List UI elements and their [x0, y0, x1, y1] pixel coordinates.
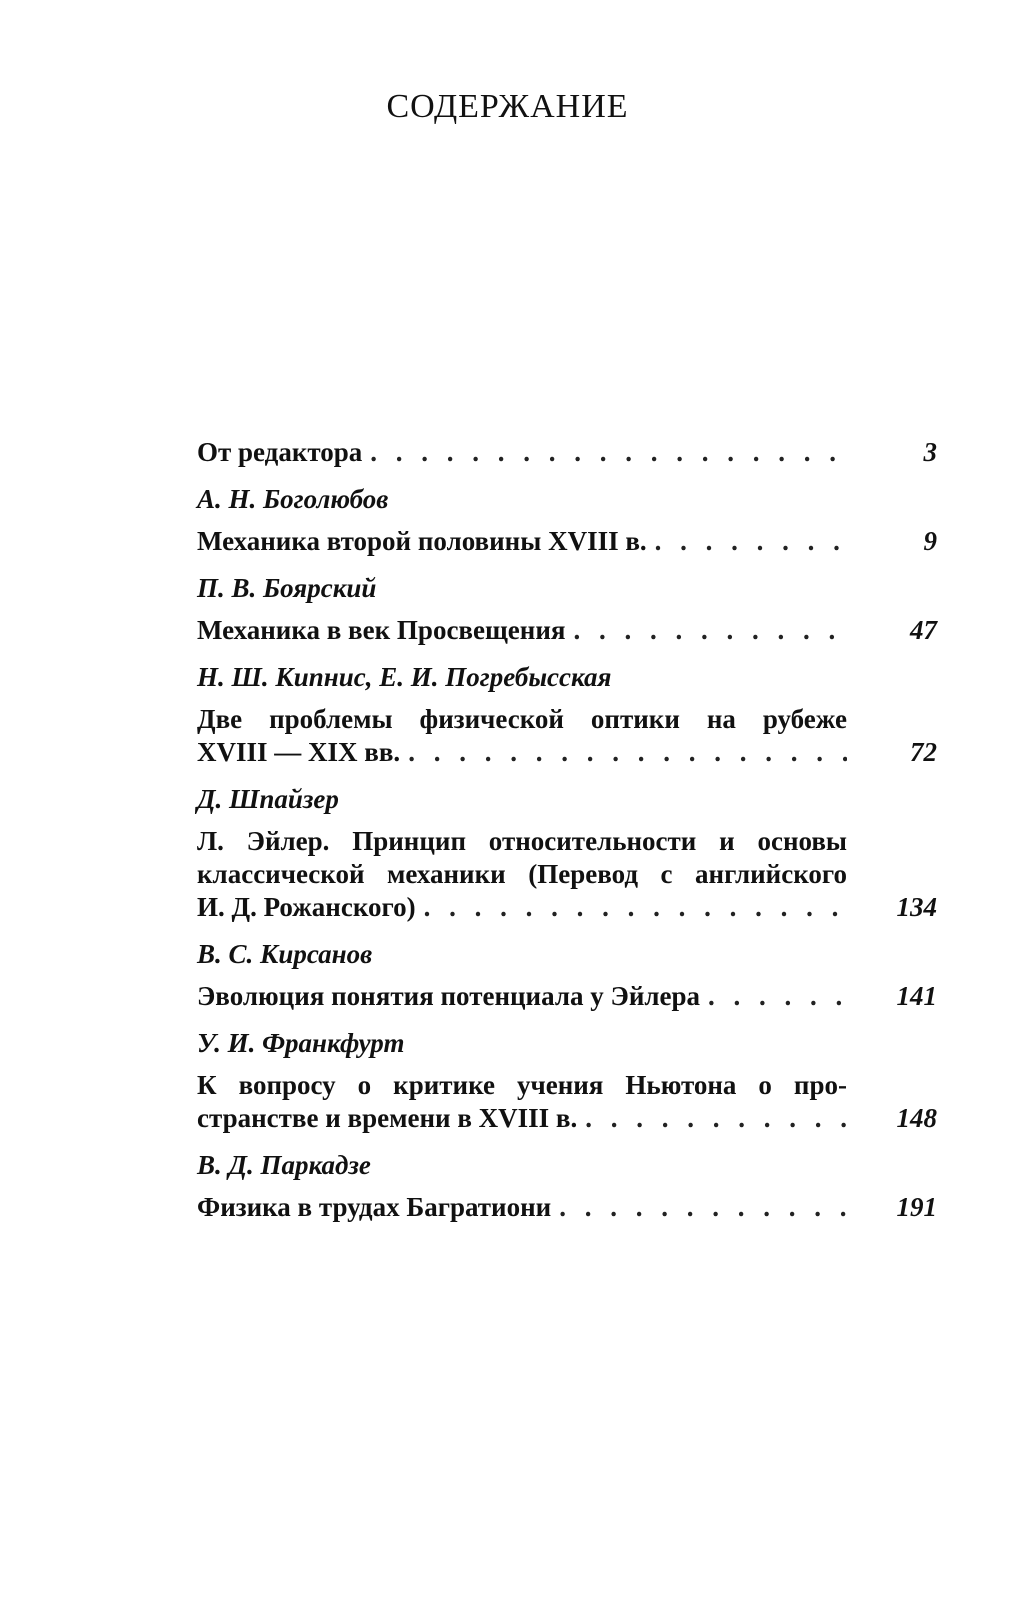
page-number: 141 [896, 981, 937, 1011]
toc-line[interactable] [197, 858, 937, 891]
toc-title: Физика в трудах Багратиони [197, 1192, 552, 1222]
toc-entry-parkadze [197, 1149, 937, 1224]
page-number: 9 [923, 526, 937, 556]
toc-line[interactable] [197, 736, 937, 769]
toc-title: странстве и времени в XVIII в. [197, 1103, 578, 1133]
toc-line[interactable] [197, 980, 937, 1013]
toc-author: Д. Шпайзер [197, 784, 339, 814]
toc-author: П. В. Боярский [197, 573, 377, 603]
toc-entry-kipnis [197, 661, 937, 769]
toc-title: Эволюция понятия потенциала у Эйлера [197, 981, 701, 1011]
toc-line[interactable] [197, 525, 937, 558]
table-of-contents [197, 432, 937, 1224]
toc-entry-speiser [197, 783, 937, 924]
toc-line[interactable] [197, 1102, 937, 1135]
toc-line[interactable] [197, 1191, 937, 1224]
dot-leader [400, 736, 847, 769]
dot-leader [416, 891, 847, 924]
dot-leader [577, 1102, 847, 1135]
toc-title: От редактора [197, 437, 363, 467]
page-number: 3 [923, 437, 937, 467]
toc-line[interactable] [197, 1069, 937, 1102]
toc-title: XVIII — XIX вв. [197, 737, 401, 767]
page-title: СОДЕРЖАНИЕ [386, 88, 629, 125]
toc-entry-bogolyubov [197, 483, 937, 558]
dot-leader [700, 980, 847, 1013]
toc-line[interactable] [197, 614, 937, 647]
dot-leader [551, 1191, 847, 1224]
toc-title: классической механики (Перевод с английского [197, 859, 847, 889]
dot-leader [647, 525, 847, 558]
toc-author: У. И. Франкфурт [197, 1028, 405, 1058]
toc-entry-editor [197, 436, 937, 469]
toc-title: К вопросу о критике учения Ньютона о про- [197, 1070, 847, 1100]
toc-entry-kirsanov [197, 938, 937, 1013]
dot-leader [362, 436, 847, 469]
toc-entry-boyarsky [197, 572, 937, 647]
toc-line[interactable] [197, 891, 937, 924]
toc-entry-frankfurt [197, 1027, 937, 1135]
toc-line[interactable] [197, 703, 937, 736]
toc-title: Механика в век Просвещения [197, 615, 566, 645]
page-number: 134 [896, 892, 937, 922]
dot-leader [566, 614, 848, 647]
toc-author: А. Н. Боголюбов [197, 484, 389, 514]
page-number: 47 [910, 615, 937, 645]
toc-line[interactable] [197, 825, 937, 858]
toc-title: Л. Эйлер. Принцип относительности и основы [197, 826, 847, 856]
toc-author: Н. Ш. Кипнис, Е. И. Погребысская [197, 662, 612, 692]
page-number: 72 [910, 737, 937, 767]
toc-title: Механика второй половины XVIII в. [197, 526, 647, 556]
page-number: 191 [896, 1192, 937, 1222]
toc-title: И. Д. Рожанского) [197, 892, 416, 922]
toc-title: Две проблемы физической оптики на рубеже [197, 704, 847, 734]
toc-author: В. С. Кирсанов [197, 939, 373, 969]
toc-line[interactable] [197, 436, 937, 469]
page-number: 148 [896, 1103, 937, 1133]
toc-author: В. Д. Паркадзе [197, 1150, 371, 1180]
